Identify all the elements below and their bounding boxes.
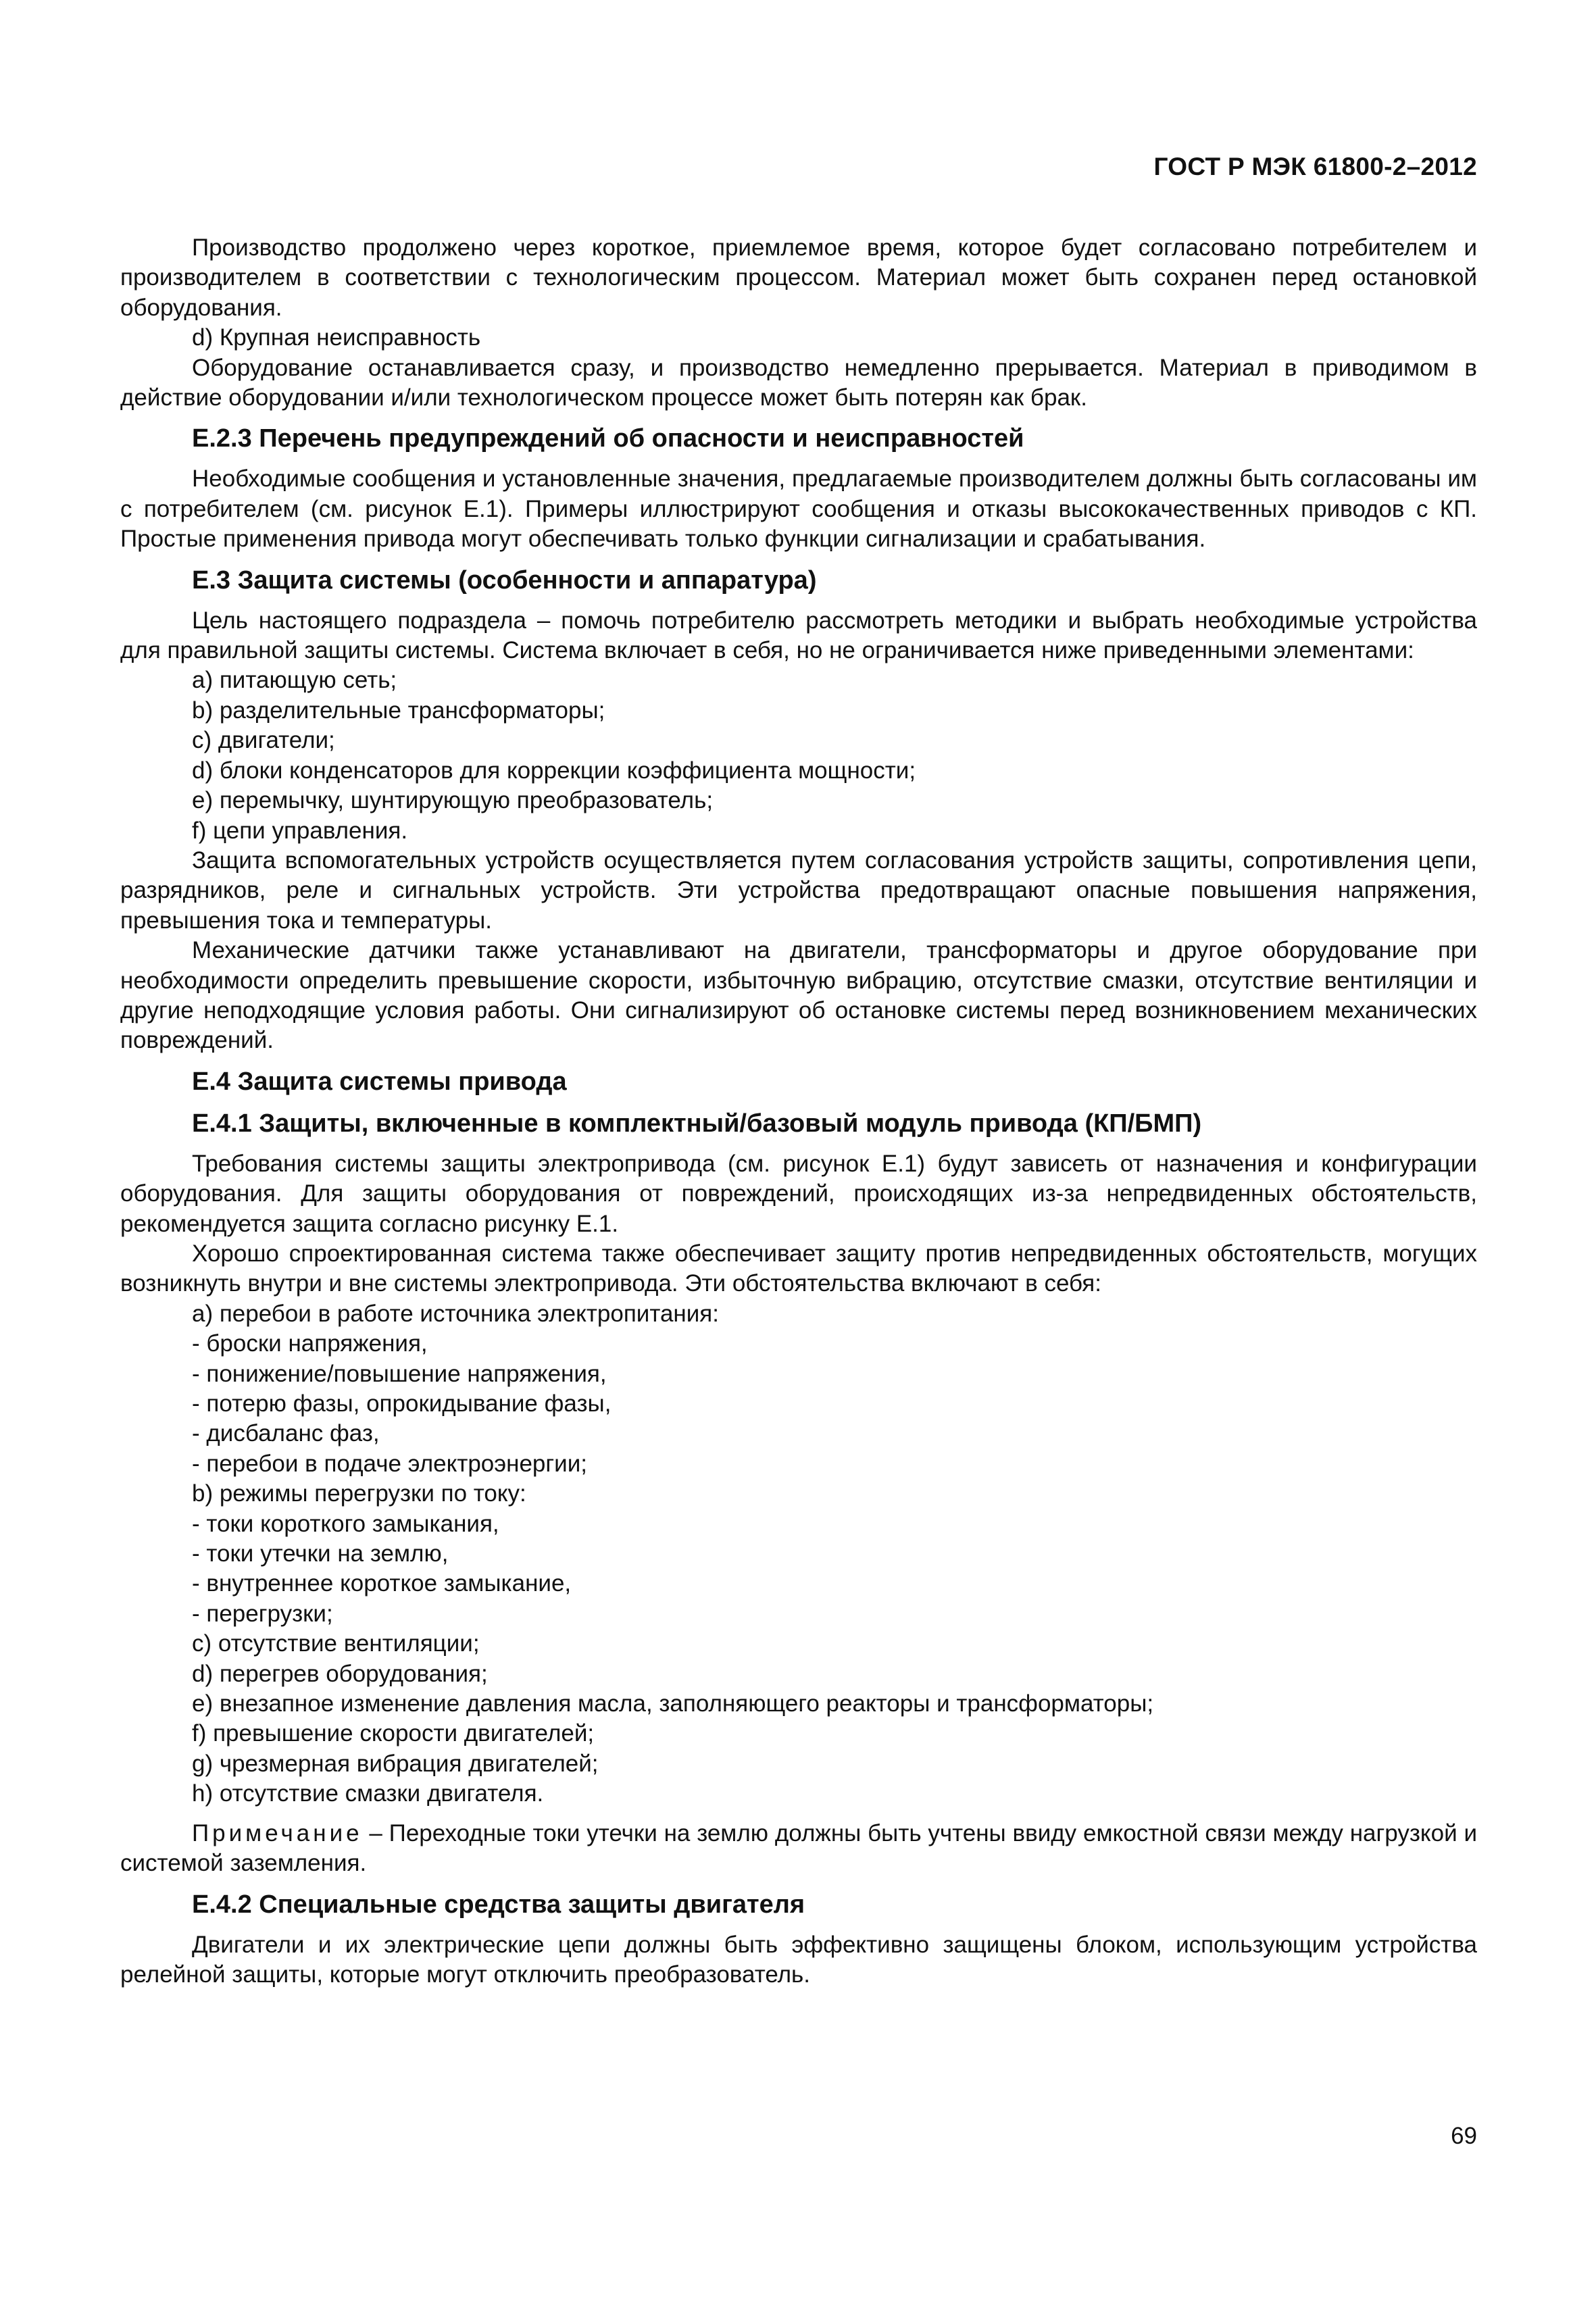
- list-item: - токи утечки на землю,: [192, 1540, 449, 1567]
- section-heading-e3: Е.3 Защита системы (особенности и аппаратура): [192, 565, 817, 595]
- list-item: f) превышение скорости двигателей;: [192, 1720, 595, 1747]
- note-text: – Переходные токи утечки на землю должны быть учтены ввиду емкостной связи между нагрузкой и системой заземления.: [120, 1819, 1477, 1877]
- list-item: f) цепи управления.: [192, 817, 408, 844]
- paragraph: Механические датчики также устанавливают на двигатели, трансформаторы и другое оборудование при необходимости определить превышение скорости, избыточную вибрацию, отсутствие смазки, отсутствие вентиляции и другие неподходящие условия работы. Они сигнализируют об остановке системы перед возникновением механических повреждений.: [120, 937, 1477, 1054]
- list-item: - перегрузки;: [192, 1600, 333, 1627]
- list-item: - понижение/повышение напряжения,: [192, 1360, 607, 1387]
- paragraph: Цель настоящего подраздела – помочь потребителю рассмотреть методики и выбрать необходимые устройства для правильной защиты системы. Система включает в себя, но не ограничивается ниже приведенными элементами:: [120, 607, 1477, 664]
- list-item: e) внезапное изменение давления масла, заполняющего реакторы и трансформаторы;: [192, 1690, 1154, 1717]
- list-item: - перебои в подаче электроэнергии;: [192, 1450, 587, 1477]
- list-item: - дисбаланс фаз,: [192, 1420, 380, 1447]
- section-heading-e41: Е.4.1 Защиты, включенные в комплектный/базовый модуль привода (КП/БМП): [192, 1109, 1202, 1138]
- section-heading-e23: Е.2.3 Перечень предупреждений об опасности и неисправностей: [192, 424, 1024, 453]
- paragraph: Двигатели и их электрические цепи должны быть эффективно защищены блоком, использующим устройства релейной защиты, которые могут отключить преобразователь.: [120, 1931, 1477, 1988]
- list-item: d) перегрев оборудования;: [192, 1660, 488, 1687]
- paragraph: Производство продолжено через короткое, приемлемое время, которое будет согласовано потребителем и производителем в соответствии с технологическим процессом. Материал может быть сохранен перед остановкой оборудования.: [120, 234, 1477, 321]
- document-body: [120, 233, 1477, 1990]
- list-item: а) питающую сеть;: [192, 667, 397, 694]
- list-item: h) отсутствие смазки двигателя.: [192, 1780, 544, 1807]
- list-item: b) режимы перегрузки по току:: [192, 1480, 526, 1507]
- list-item: d) блоки конденсаторов для коррекции коэффициента мощности;: [192, 757, 916, 784]
- list-item: g) чрезмерная вибрация двигателей;: [192, 1750, 599, 1777]
- list-item: d) Крупная неисправность: [192, 324, 481, 351]
- list-item: - броски напряжения,: [192, 1330, 428, 1357]
- section-heading-e4: Е.4 Защита системы привода: [192, 1067, 567, 1096]
- paragraph: Оборудование останавливается сразу, и производство немедленно прерывается. Материал в приводимом в действие оборудовании и/или технологическом процессе может быть потерян как брак.: [120, 354, 1477, 411]
- paragraph: Требования системы защиты электропривода (см. рисунок Е.1) будут зависеть от назначения и конфигурации оборудования. Для защиты оборудования от повреждений, происходящих из-за непредвиденных обстоятельств, рекомендуется защита согласно рисунку Е.1.: [120, 1150, 1477, 1237]
- page-number: 69: [1451, 2123, 1477, 2149]
- paragraph: Хорошо спроектированная система также обеспечивает защиту против непредвиденных обстоятельств, могущих возникнуть внутри и вне системы электропривода. Эти обстоятельства включают в себя:: [120, 1240, 1477, 1297]
- list-item: e) перемычку, шунтирующую преобразователь;: [192, 787, 714, 814]
- list-item: - токи короткого замыкания,: [192, 1510, 499, 1537]
- paragraph: Необходимые сообщения и установленные значения, предлагаемые производителем должны быть согласованы им с потребителем (см. рисунок Е.1). Примеры иллюстрируют сообщения и отказы высококачественных приводов с КП. Простые применения привода могут обеспечивать только функции сигнализации и срабатывания.: [120, 466, 1477, 553]
- document-page: [120, 0, 1477, 2314]
- list-item: - потерю фазы, опрокидывание фазы,: [192, 1390, 612, 1417]
- document-code-header: ГОСТ Р МЭК 61800-2–2012: [1153, 153, 1477, 180]
- note-paragraph: [120, 1819, 1477, 1879]
- list-item: a) перебои в работе источника электропитания:: [192, 1300, 719, 1327]
- list-item: c) двигатели;: [192, 727, 335, 754]
- paragraph: Защита вспомогательных устройств осуществляется путем согласования устройств защиты, сопротивления цепи, разрядников, реле и сигнальных устройств. Эти устройства предотвращают опасные повышения напряжения, превышения тока и температуры.: [120, 847, 1477, 934]
- list-item: b) разделительные трансформаторы;: [192, 697, 605, 724]
- list-item: - внутреннее короткое замыкание,: [192, 1570, 572, 1597]
- note-label: Примечание: [192, 1819, 363, 1846]
- section-heading-e42: Е.4.2 Специальные средства защиты двигателя: [192, 1890, 805, 1919]
- list-item: c) отсутствие вентиляции;: [192, 1630, 480, 1657]
